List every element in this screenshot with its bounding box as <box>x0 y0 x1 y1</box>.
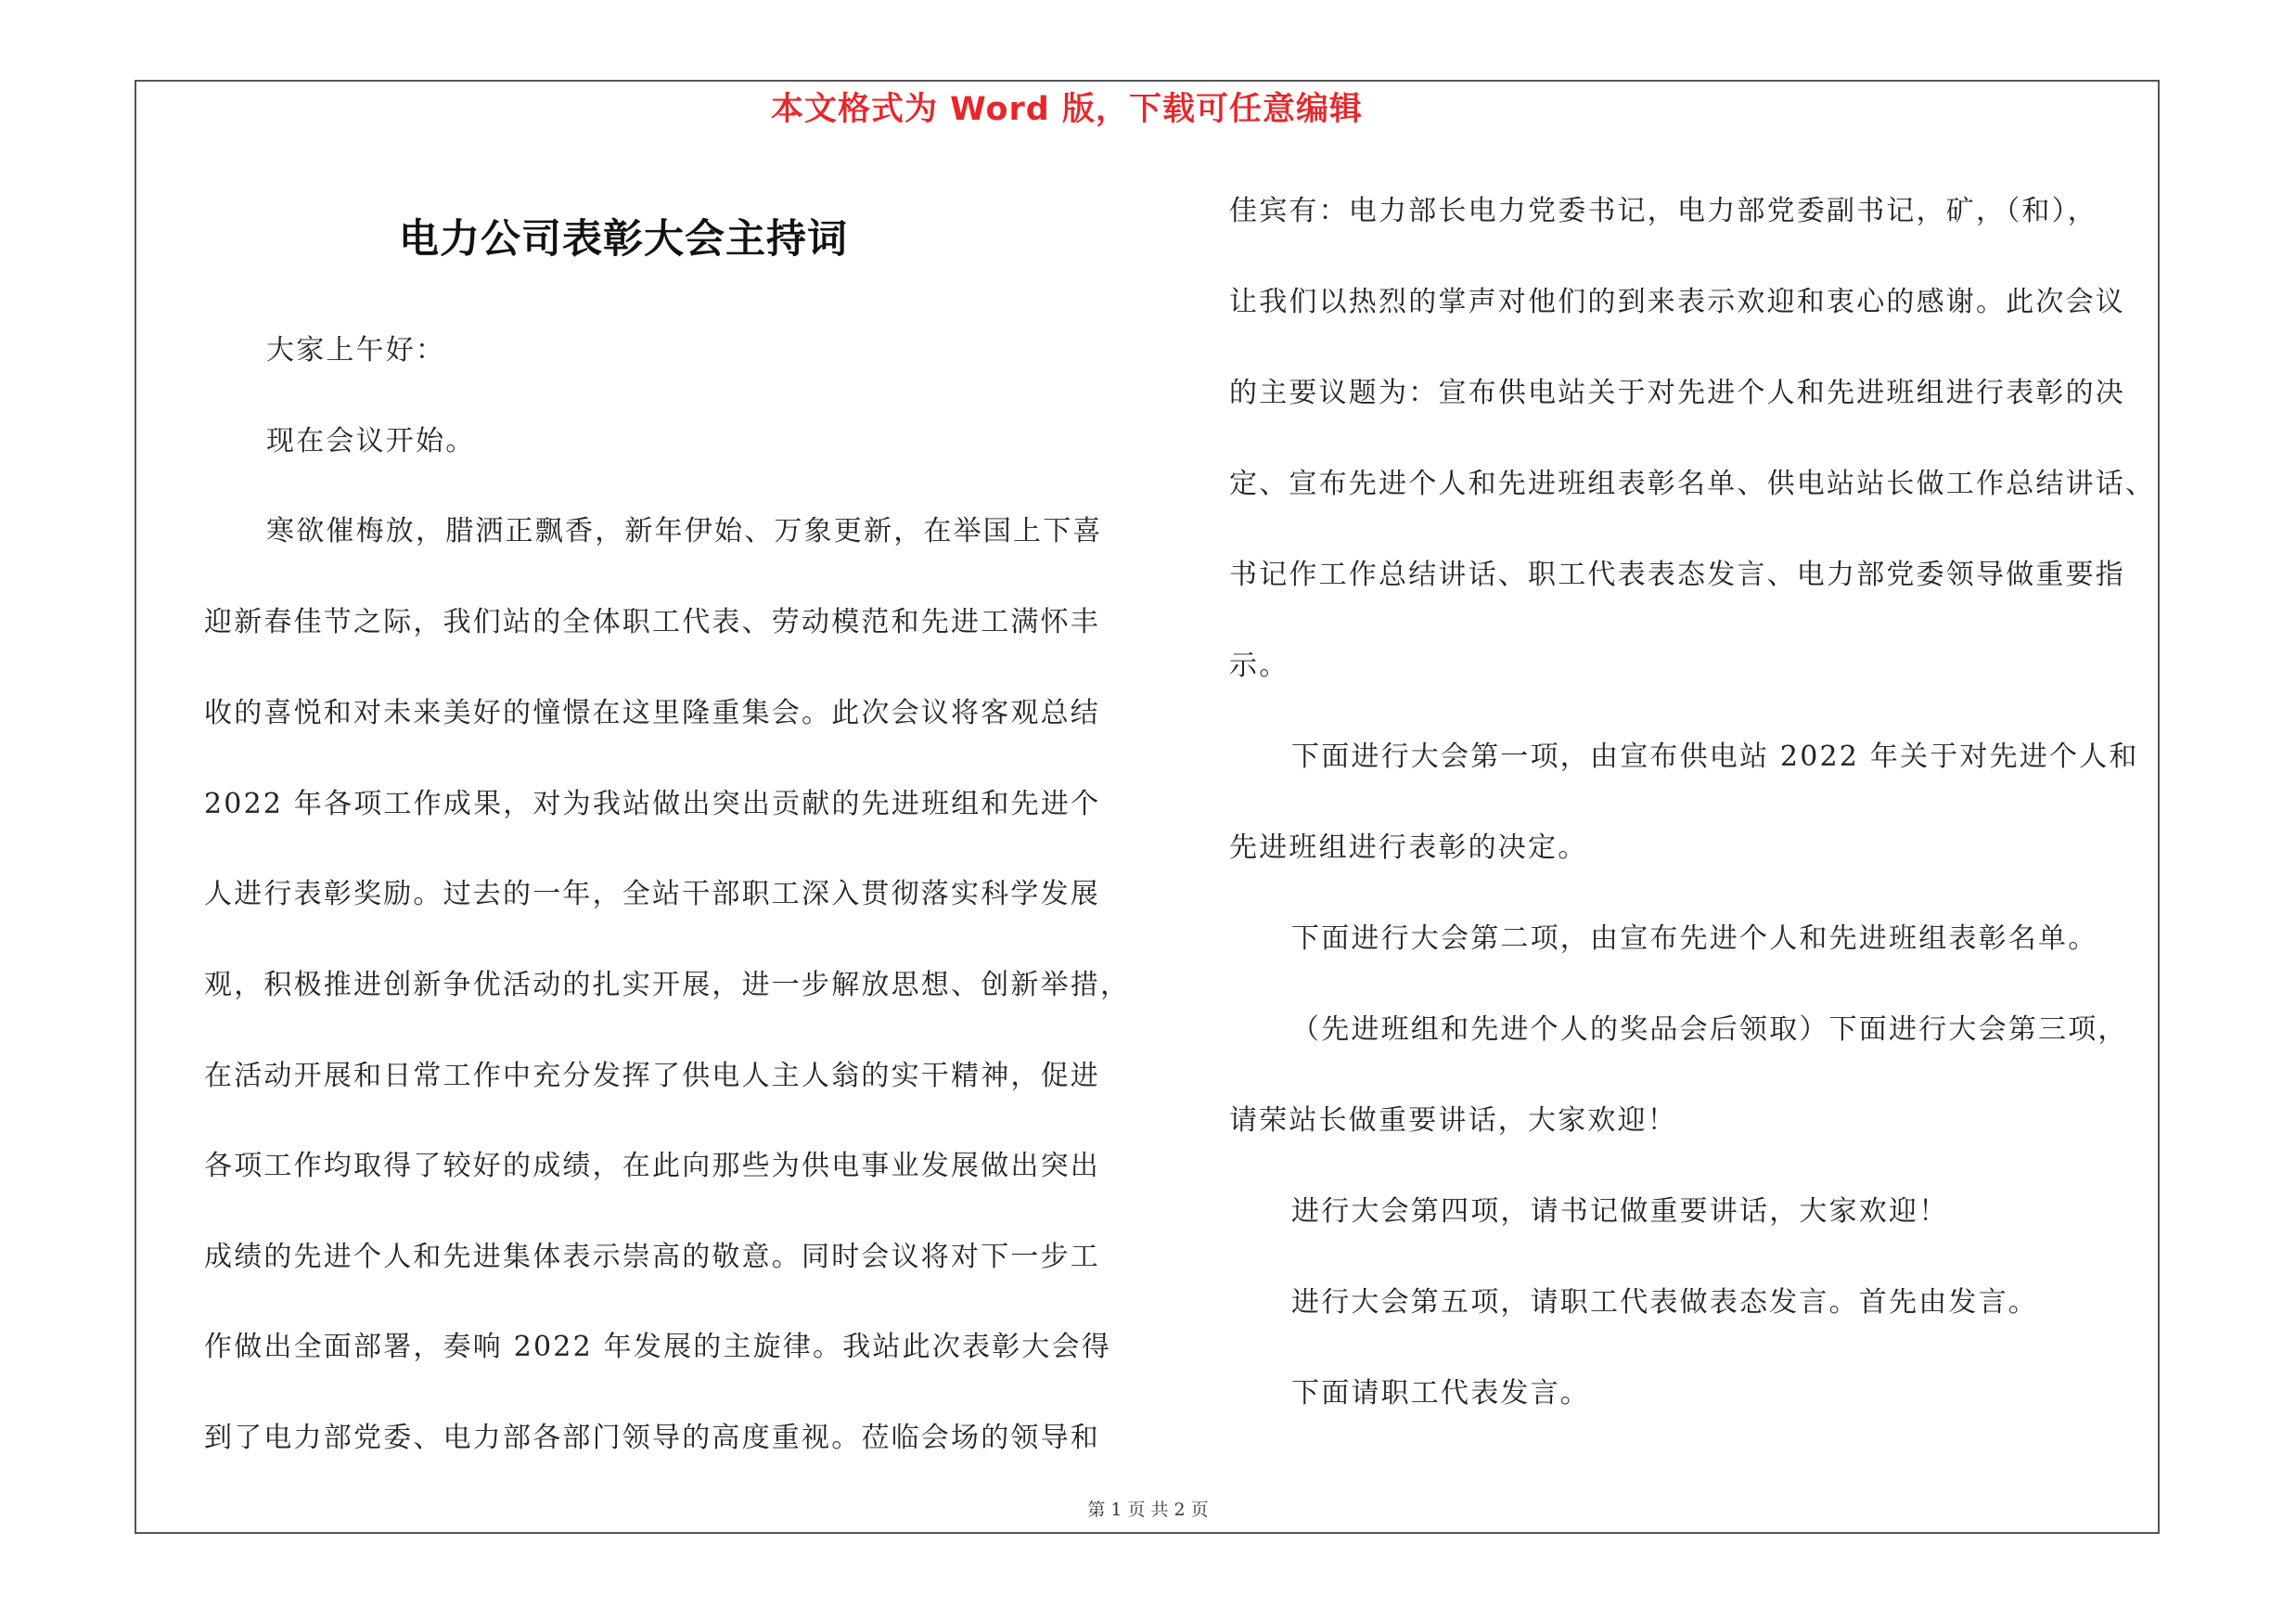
paragraph-line: 各项工作均取得了较好的成绩，在此向那些为供电事业发展做出突出 <box>204 1150 1100 1182</box>
paragraph-line: 下面请职工代表发言。 <box>1291 1377 1590 1410</box>
paragraph-line: 人进行表彰奖励。过去的一年，全站干部职工深入贯彻落实科学发展 <box>204 878 1100 910</box>
paragraph-line: 定、宣布先进个人和先进班组表彰名单、供电站站长做工作总结讲话、 <box>1229 468 2156 500</box>
paragraph-line: 寒欲催梅放，腊洒正飘香，新年伊始、万象更新，在举国上下喜 <box>266 515 1103 547</box>
paragraph-line: 2022 年各项工作成果，对为我站做出突出贡献的先进班组和先进个 <box>204 788 1101 820</box>
paragraph-line: 到了电力部党委、电力部各部门领导的高度重视。莅临会场的领导和 <box>204 1422 1100 1454</box>
paragraph-line: （先进班组和先进个人的奖品会后领取）下面进行大会第三项， <box>1291 1013 2128 1046</box>
paragraph-line: 大家上午好： <box>266 334 446 367</box>
paragraph-line: 的主要议题为：宣布供电站关于对先进个人和先进班组进行表彰的决 <box>1229 377 2125 409</box>
paragraph-line: 进行大会第四项，请书记做重要讲话，大家欢迎！ <box>1291 1195 1949 1228</box>
paragraph-line: 在活动开展和日常工作中充分发挥了供电人主人翁的实干精神，促进 <box>204 1060 1100 1092</box>
paragraph-line: 作做出全面部署，奏响 2022 年发展的主旋律。我站此次表彰大会得 <box>204 1331 1112 1363</box>
paragraph-line: 书记作工作总结讲话、职工代表表态发言、电力部党委领导做重要指 <box>1229 559 2125 591</box>
paragraph-line: 迎新春佳节之际，我们站的全体职工代表、劳动模范和先进工满怀丰 <box>204 606 1100 638</box>
document-title: 电力公司表彰大会主持词 <box>399 216 848 263</box>
paragraph-line: 收的喜悦和对未来美好的憧憬在这里隆重集会。此次会议将客观总结 <box>204 697 1100 729</box>
page-number: 第 1 页 共 2 页 <box>1087 1500 1209 1520</box>
paragraph-line: 进行大会第五项，请职工代表做表态发言。首先由发言。 <box>1291 1286 2038 1319</box>
paragraph-line: 下面进行大会第一项，由宣布供电站 2022 年关于对先进个人和 <box>1291 741 2139 773</box>
paragraph-line: 让我们以热烈的掌声对他们的到来表示欢迎和衷心的感谢。此次会议 <box>1229 286 2125 318</box>
paragraph-line: 现在会议开始。 <box>266 425 476 457</box>
paragraph-line: 观，积极推进创新争优活动的扎实开展，进一步解放思想、创新举措， <box>204 969 1131 1001</box>
paragraph-line: 下面进行大会第二项，由宣布先进个人和先进班组表彰名单。 <box>1291 922 2098 955</box>
paragraph-line: 佳宾有：电力部长电力党委书记，电力部党委副书记，矿，（和）， <box>1229 195 2097 227</box>
paragraph-line: 示。 <box>1229 650 1289 682</box>
paragraph-line: 成绩的先进个人和先进集体表示崇高的敬意。同时会议将对下一步工 <box>204 1241 1100 1273</box>
editable-banner: 本文格式为 Word 版，下载可任意编辑 <box>770 91 1364 128</box>
paragraph-line: 请荣站长做重要讲话，大家欢迎！ <box>1229 1104 1677 1137</box>
paragraph-line: 先进班组进行表彰的决定。 <box>1229 831 1588 864</box>
